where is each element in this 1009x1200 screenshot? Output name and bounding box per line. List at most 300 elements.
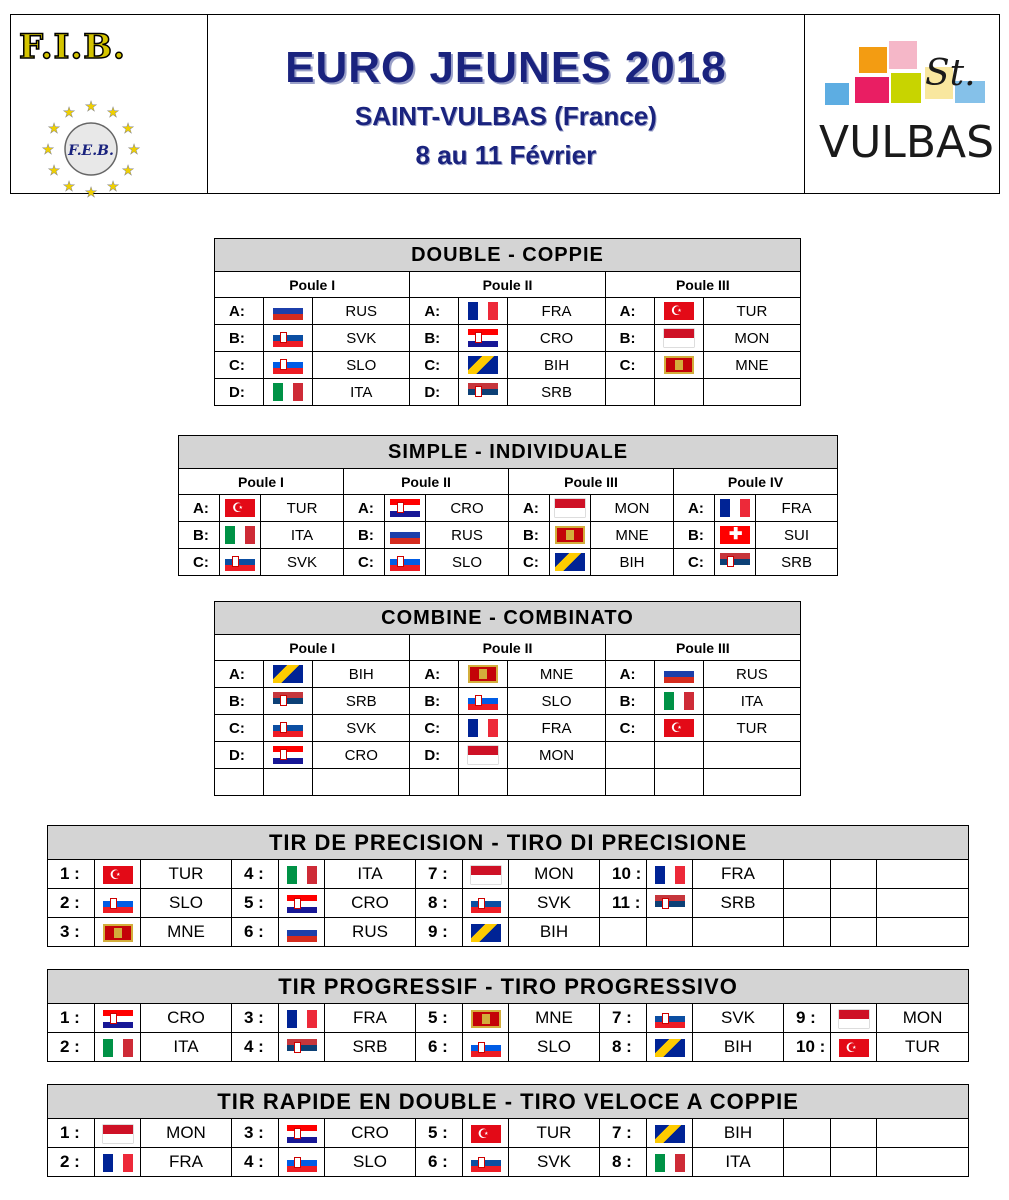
poule-label: Poule III <box>509 469 674 495</box>
country-code: BIH <box>508 352 605 379</box>
poule-label: Poule III <box>605 635 800 661</box>
rapide-title: TIR RAPIDE EN DOUBLE - TIRO VELOCE A COPPIE <box>48 1085 969 1119</box>
rapide-table <box>47 1084 969 1177</box>
cro-flag-icon <box>287 895 317 913</box>
flag-cell <box>647 918 693 947</box>
bih-flag-icon <box>273 665 303 683</box>
st-vulbas-logo <box>805 15 999 193</box>
flag-cell <box>831 860 877 889</box>
position-label <box>784 860 831 889</box>
bih-flag-icon <box>655 1039 685 1057</box>
bih-flag-icon <box>471 924 501 942</box>
srb-flag-icon <box>655 895 685 913</box>
flag-cell <box>95 1148 141 1177</box>
position-label <box>605 769 654 796</box>
position-label: 1 : <box>48 1119 95 1148</box>
double-title: DOUBLE - COPPIE <box>215 239 801 272</box>
position-label: 11 : <box>600 889 647 918</box>
flag-cell <box>459 661 508 688</box>
mne-flag-icon <box>555 526 585 544</box>
country-code: TUR <box>261 495 344 522</box>
position-label: 5 : <box>232 889 279 918</box>
position-label: 7 : <box>600 1119 647 1148</box>
position-label: 9 : <box>416 918 463 947</box>
flag-cell <box>647 889 693 918</box>
ita-flag-icon <box>664 692 694 710</box>
position-label: 2 : <box>48 889 95 918</box>
flag-cell <box>385 549 426 576</box>
position-label: 2 : <box>48 1033 95 1062</box>
flag-cell <box>831 918 877 947</box>
country-code: MON <box>877 1004 969 1033</box>
position-label: 7 : <box>600 1004 647 1033</box>
srb-flag-icon <box>287 1039 317 1057</box>
svk-flag-icon <box>471 1154 501 1172</box>
flag-cell <box>463 1148 509 1177</box>
flag-cell <box>459 298 508 325</box>
position-label: B: <box>509 522 550 549</box>
country-code: FRA <box>325 1004 416 1033</box>
slo-flag-icon <box>390 553 420 571</box>
country-code: FRA <box>141 1148 232 1177</box>
position-label: A: <box>509 495 550 522</box>
country-code: RUS <box>703 661 800 688</box>
svk-flag-icon <box>655 1010 685 1028</box>
flag-cell <box>831 1148 877 1177</box>
position-label: C: <box>344 549 385 576</box>
slo-flag-icon <box>273 356 303 374</box>
flag-cell <box>95 1119 141 1148</box>
table-row <box>48 1119 969 1148</box>
country-code: MON <box>508 742 605 769</box>
country-code: ITA <box>313 379 410 406</box>
tur-flag-icon: ☪ <box>103 866 133 884</box>
-flag-icon <box>839 866 869 884</box>
country-code <box>703 769 800 796</box>
ita-flag-icon <box>103 1039 133 1057</box>
ita-flag-icon <box>225 526 255 544</box>
country-code: SVK <box>261 549 344 576</box>
mne-flag-icon <box>468 665 498 683</box>
flag-cell <box>831 1033 877 1062</box>
country-code <box>877 1119 969 1148</box>
country-code: TUR <box>141 860 232 889</box>
poule-header-row <box>215 272 801 298</box>
flag-cell <box>654 742 703 769</box>
flag-cell <box>463 918 509 947</box>
country-code: MNE <box>509 1004 600 1033</box>
flag-cell <box>220 495 261 522</box>
position-label: 4 : <box>232 1033 279 1062</box>
svg-text:★: ★ <box>47 120 61 136</box>
position-label: 1 : <box>48 1004 95 1033</box>
flag-cell <box>647 1148 693 1177</box>
svg-text:★: ★ <box>84 99 98 114</box>
mon-flag-icon <box>103 1125 133 1143</box>
country-code: RUS <box>325 918 416 947</box>
table-row <box>215 352 801 379</box>
position-label: A: <box>410 298 459 325</box>
country-code: CRO <box>426 495 509 522</box>
flag-cell <box>654 715 703 742</box>
position-label: A: <box>215 661 264 688</box>
st-logo-text: St. <box>925 53 976 94</box>
position-label: B: <box>605 688 654 715</box>
country-code: ITA <box>703 688 800 715</box>
poule-label: Poule IV <box>674 469 838 495</box>
flag-cell <box>459 769 508 796</box>
double-table <box>214 238 801 406</box>
poule-label: Poule II <box>410 272 605 298</box>
mne-flag-icon <box>103 924 133 942</box>
position-label: D: <box>215 742 264 769</box>
flag-cell <box>220 549 261 576</box>
country-code: ITA <box>693 1148 784 1177</box>
country-code: MON <box>509 860 600 889</box>
combine-table <box>214 601 801 796</box>
flag-cell <box>654 769 703 796</box>
tur-flag-icon: ☪ <box>664 719 694 737</box>
svg-text:★: ★ <box>121 120 135 136</box>
slo-flag-icon <box>287 1154 317 1172</box>
position-label: C: <box>215 715 264 742</box>
country-code <box>877 860 969 889</box>
position-label: C: <box>605 352 654 379</box>
position-label: 6 : <box>416 1148 463 1177</box>
mon-flag-icon <box>555 499 585 517</box>
flag-cell <box>279 1148 325 1177</box>
position-label: B: <box>344 522 385 549</box>
poule-label: Poule II <box>410 635 605 661</box>
table-row <box>179 549 838 576</box>
mne-flag-icon <box>471 1010 501 1028</box>
-flag-icon <box>664 746 694 764</box>
country-code: SLO <box>508 688 605 715</box>
table-row <box>48 1033 969 1062</box>
slo-flag-icon <box>468 692 498 710</box>
position-label: B: <box>410 325 459 352</box>
table-row <box>215 379 801 406</box>
flag-cell <box>550 549 591 576</box>
position-label: B: <box>179 522 220 549</box>
flag-cell <box>647 1119 693 1148</box>
country-code: TUR <box>877 1033 969 1062</box>
position-label: 3 : <box>48 918 95 947</box>
flag-cell <box>385 522 426 549</box>
position-label: B: <box>674 522 715 549</box>
country-code: MON <box>141 1119 232 1148</box>
flag-cell <box>459 325 508 352</box>
country-code: CRO <box>313 742 410 769</box>
flag-cell <box>264 298 313 325</box>
flag-cell <box>264 379 313 406</box>
flag-cell <box>279 1119 325 1148</box>
slo-flag-icon <box>471 1039 501 1057</box>
position-label: 8 : <box>600 1148 647 1177</box>
fra-flag-icon <box>287 1010 317 1028</box>
poule-label: Poule I <box>215 272 410 298</box>
flag-cell <box>95 1004 141 1033</box>
flag-cell <box>95 918 141 947</box>
precision-table <box>47 825 969 947</box>
country-code: FRA <box>756 495 838 522</box>
country-code: SLO <box>141 889 232 918</box>
flag-cell <box>463 1004 509 1033</box>
position-label <box>215 769 264 796</box>
flag-cell <box>95 889 141 918</box>
flag-cell <box>463 1033 509 1062</box>
fib-feb-logo <box>11 15 208 199</box>
country-code: SVK <box>693 1004 784 1033</box>
position-label: 5 : <box>416 1004 463 1033</box>
event-dates: 8 au 11 Février <box>415 140 597 170</box>
table-row <box>48 889 969 918</box>
flag-cell <box>264 769 313 796</box>
flag-cell <box>95 1033 141 1062</box>
position-label: B: <box>605 325 654 352</box>
country-code: FRA <box>508 298 605 325</box>
country-code: MNE <box>703 352 800 379</box>
country-code: ITA <box>325 860 416 889</box>
-flag-icon <box>273 773 303 791</box>
mne-flag-icon <box>664 356 694 374</box>
country-code: MON <box>703 325 800 352</box>
position-label: B: <box>215 688 264 715</box>
srb-flag-icon <box>468 383 498 401</box>
position-label: C: <box>509 549 550 576</box>
tur-flag-icon: ☪ <box>471 1125 501 1143</box>
flag-cell <box>831 1004 877 1033</box>
flag-cell <box>220 522 261 549</box>
position-label: 8 : <box>600 1033 647 1062</box>
flag-cell <box>279 1004 325 1033</box>
mon-flag-icon <box>471 866 501 884</box>
country-code: BIH <box>693 1033 784 1062</box>
country-code: SLO <box>325 1148 416 1177</box>
poule-label: Poule I <box>215 635 410 661</box>
srb-flag-icon <box>720 553 750 571</box>
flag-cell <box>647 860 693 889</box>
svk-flag-icon <box>225 553 255 571</box>
svg-text:★: ★ <box>84 184 98 199</box>
progressif-title: TIR PROGRESSIF - TIRO PROGRESSIVO <box>48 970 969 1004</box>
flag-cell <box>463 889 509 918</box>
flag-cell <box>95 860 141 889</box>
simple-table <box>178 435 838 576</box>
table-row <box>215 688 801 715</box>
country-code <box>703 379 800 406</box>
poule-header-row <box>179 469 838 495</box>
flag-cell <box>385 495 426 522</box>
simple-title: SIMPLE - INDIVIDUALE <box>179 436 838 469</box>
flag-cell <box>715 495 756 522</box>
position-label: 3 : <box>232 1004 279 1033</box>
flag-cell <box>654 325 703 352</box>
position-label <box>784 889 831 918</box>
position-label: 2 : <box>48 1148 95 1177</box>
country-code: SVK <box>509 889 600 918</box>
-flag-icon <box>839 1154 869 1172</box>
svg-text:★: ★ <box>121 162 135 178</box>
svk-flag-icon <box>273 329 303 347</box>
bih-flag-icon <box>655 1125 685 1143</box>
flag-cell <box>279 1033 325 1062</box>
country-code: MNE <box>508 661 605 688</box>
tur-flag-icon: ☪ <box>225 499 255 517</box>
flag-cell <box>264 661 313 688</box>
bih-flag-icon <box>555 553 585 571</box>
flag-cell <box>264 742 313 769</box>
position-label: C: <box>215 352 264 379</box>
header <box>10 14 1000 199</box>
position-label: A: <box>605 298 654 325</box>
country-code: RUS <box>313 298 410 325</box>
sui-flag-icon: ✚ <box>720 526 750 544</box>
mon-flag-icon <box>664 329 694 347</box>
position-label: 1 : <box>48 860 95 889</box>
flag-cell <box>279 860 325 889</box>
table-row <box>215 661 801 688</box>
cro-flag-icon <box>468 329 498 347</box>
combine-title: COMBINE - COMBINATO <box>215 602 801 635</box>
table-row <box>215 742 801 769</box>
flag-cell <box>264 715 313 742</box>
country-code: SVK <box>313 325 410 352</box>
position-label: A: <box>410 661 459 688</box>
cro-flag-icon <box>103 1010 133 1028</box>
country-code: TUR <box>509 1119 600 1148</box>
position-label <box>784 918 831 947</box>
-flag-icon <box>655 924 685 942</box>
slo-flag-icon <box>103 895 133 913</box>
flag-cell <box>715 522 756 549</box>
country-code: BIH <box>313 661 410 688</box>
poule-header-row <box>215 635 801 661</box>
position-label: B: <box>410 688 459 715</box>
fra-flag-icon <box>655 866 685 884</box>
country-code: FRA <box>508 715 605 742</box>
country-code: CRO <box>325 889 416 918</box>
table-row <box>179 495 838 522</box>
cro-flag-icon <box>390 499 420 517</box>
svg-text:★: ★ <box>47 162 61 178</box>
position-label <box>784 1119 831 1148</box>
fra-flag-icon <box>720 499 750 517</box>
flag-cell <box>654 298 703 325</box>
table-row <box>48 918 969 947</box>
poule-label: Poule III <box>605 272 800 298</box>
flag-cell <box>647 1033 693 1062</box>
country-code: SRB <box>508 379 605 406</box>
flag-cell <box>715 549 756 576</box>
position-label: C: <box>179 549 220 576</box>
position-label: C: <box>410 715 459 742</box>
position-label: 5 : <box>416 1119 463 1148</box>
mon-flag-icon <box>839 1010 869 1028</box>
position-label <box>600 918 647 947</box>
event-title: EURO JEUNES 2018 <box>285 43 727 92</box>
position-label: B: <box>215 325 264 352</box>
flag-cell <box>463 1119 509 1148</box>
country-code: CRO <box>325 1119 416 1148</box>
flag-cell <box>459 352 508 379</box>
country-code: SVK <box>509 1148 600 1177</box>
svk-flag-icon <box>273 719 303 737</box>
country-code <box>693 918 784 947</box>
fra-flag-icon <box>103 1154 133 1172</box>
position-label <box>784 1148 831 1177</box>
flag-cell <box>264 688 313 715</box>
table-row <box>215 325 801 352</box>
flag-cell <box>264 325 313 352</box>
position-label: 8 : <box>416 889 463 918</box>
fib-logo-text: F.I.B. <box>19 27 126 67</box>
svg-text:★: ★ <box>127 141 141 157</box>
country-code: SLO <box>509 1033 600 1062</box>
table-row <box>48 860 969 889</box>
position-label: 10 : <box>600 860 647 889</box>
flag-cell <box>279 889 325 918</box>
country-code: SLO <box>313 352 410 379</box>
mon-flag-icon <box>468 746 498 764</box>
rus-flag-icon <box>664 665 694 683</box>
flag-cell <box>463 860 509 889</box>
table-row <box>215 715 801 742</box>
cro-flag-icon <box>273 746 303 764</box>
country-code: SRB <box>756 549 838 576</box>
country-code: BIH <box>509 918 600 947</box>
flag-cell <box>550 522 591 549</box>
precision-title: TIR DE PRECISION - TIRO DI PRECISIONE <box>48 826 969 860</box>
table-row <box>179 522 838 549</box>
fra-flag-icon <box>468 302 498 320</box>
flag-cell <box>459 688 508 715</box>
flag-cell <box>550 495 591 522</box>
country-code: MON <box>591 495 674 522</box>
poule-label: Poule II <box>344 469 509 495</box>
table-row <box>48 1004 969 1033</box>
table-row <box>215 298 801 325</box>
country-code <box>877 918 969 947</box>
bih-flag-icon <box>468 356 498 374</box>
rus-flag-icon <box>273 302 303 320</box>
country-code: CRO <box>141 1004 232 1033</box>
position-label: 4 : <box>232 860 279 889</box>
country-code: BIH <box>591 549 674 576</box>
position-label: 6 : <box>232 918 279 947</box>
svg-text:★: ★ <box>62 104 76 120</box>
position-label: C: <box>674 549 715 576</box>
flag-cell <box>459 742 508 769</box>
title-block <box>208 15 805 193</box>
position-label: A: <box>179 495 220 522</box>
position-label <box>410 769 459 796</box>
country-code: CRO <box>508 325 605 352</box>
vulbas-logo-text: VULBAS <box>819 117 995 168</box>
ita-flag-icon <box>273 383 303 401</box>
position-label: C: <box>410 352 459 379</box>
flag-cell <box>279 918 325 947</box>
position-label: 9 : <box>784 1004 831 1033</box>
progressif-table <box>47 969 969 1062</box>
-flag-icon <box>839 924 869 942</box>
-flag-icon <box>664 773 694 791</box>
position-label: A: <box>215 298 264 325</box>
country-code <box>877 1148 969 1177</box>
position-label: D: <box>215 379 264 406</box>
country-code: MNE <box>591 522 674 549</box>
-flag-icon <box>839 895 869 913</box>
